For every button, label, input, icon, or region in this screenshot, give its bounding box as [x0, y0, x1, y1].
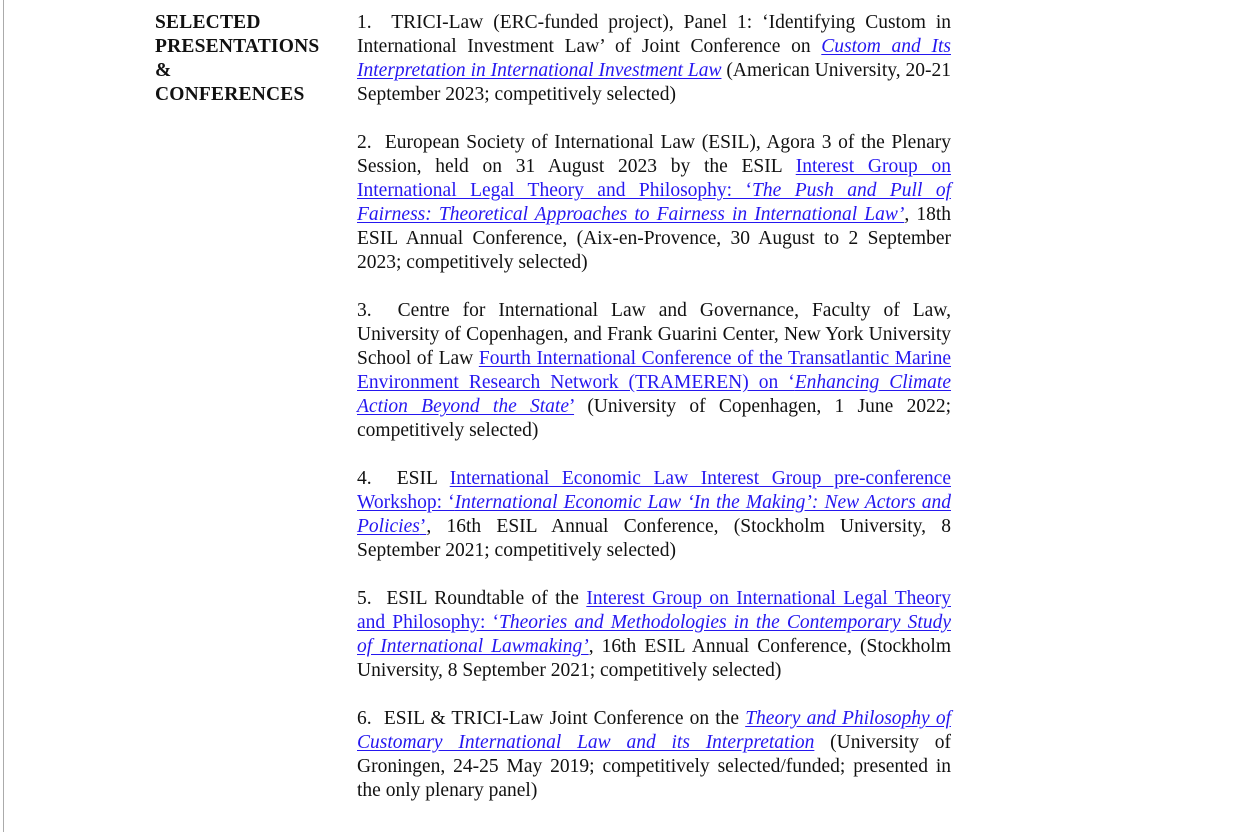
- entry-text: , 16th ESIL Annual Conference, (Stockholm University, 8 September 2021; competitively selected): [357, 516, 951, 561]
- conference-link[interactable]: International Economic Law ‘In the Making’: New Actors and Policies: [357, 492, 951, 537]
- entry-text: 3. Centre for International Law and Governance, Faculty of Law, University of Copenhagen, and Frank Guarini Center, New York University School of Law: [357, 300, 951, 369]
- conference-entry: [357, 11, 951, 107]
- entry-text: (University of Groningen, 24-25 May 2019; competitively selected/funded; presented in the only plenary panel): [357, 732, 952, 801]
- conference-link[interactable]: Custom and Its Interpretation in International Investment Law: [357, 36, 951, 81]
- section-heading-line: PRESENTATIONS: [155, 36, 320, 57]
- conference-link[interactable]: International Economic Law Interest Group pre-conference Workshop: ‘: [357, 468, 951, 513]
- conference-entry: [357, 707, 951, 803]
- entry-text: , 16th ESIL Annual Conference, (Stockholm University, 8 September 2021; competitively selected): [357, 636, 952, 681]
- section-heading-line: &: [155, 60, 172, 81]
- conference-link[interactable]: ’: [419, 516, 427, 537]
- conference-entry: [357, 467, 951, 563]
- entry-text: 6. ESIL & TRICI-Law Joint Conference on the: [357, 708, 746, 729]
- conference-link[interactable]: The Push and Pull of Fairness: Theoretical Approaches to Fairness in International Law’: [357, 180, 951, 225]
- entry-text: (American University, 20-21 September 2023; competitively selected): [357, 60, 951, 105]
- entries: [357, 11, 951, 803]
- entry-text: 2. European Society of International Law (ESIL), Agora 3 of the Plenary Session, held on 31 August 2023 by the ESIL: [357, 132, 951, 177]
- conference-link[interactable]: Interest Group on International Legal Theory and Philosophy: ‘: [357, 156, 951, 201]
- section-heading: [155, 11, 355, 107]
- entry-text: , 18th ESIL Annual Conference, (Aix-en-Provence, 30 August to 2 September 2023; competitively selected): [357, 204, 951, 273]
- entry-text: 1. TRICI-Law (ERC-funded project), Panel 1: ‘Identifying Custom in International Investment Law’ of Joint Conference on: [357, 12, 951, 57]
- section-heading-line: CONFERENCES: [155, 84, 305, 105]
- entry-text: 5. ESIL Roundtable of the: [357, 588, 587, 609]
- conference-link[interactable]: ’: [569, 396, 575, 417]
- conference-link[interactable]: Interest Group on International Legal Theory and Philosophy: ‘: [357, 588, 951, 633]
- entry-text: 4. ESIL: [357, 468, 450, 489]
- section-heading-line: SELECTED: [155, 12, 261, 33]
- conference-link[interactable]: Theories and Methodologies in the Contemporary Study of International Lawmaking’: [357, 612, 951, 657]
- conference-entry: [357, 587, 951, 683]
- conference-link[interactable]: Fourth International Conference of the Transatlantic Marine Environment Research Network (TRAMEREN) on ‘: [357, 348, 952, 393]
- conference-link[interactable]: Enhancing Climate Action Beyond the State: [357, 372, 952, 417]
- conference-entry: [357, 131, 951, 275]
- conference-entry: [357, 299, 951, 443]
- conference-link[interactable]: Theory and Philosophy of Customary International Law and its Interpretation: [357, 708, 951, 753]
- page-edge-line: [3, 0, 4, 832]
- entry-text: (University of Copenhagen, 1 June 2022; competitively selected): [357, 396, 951, 441]
